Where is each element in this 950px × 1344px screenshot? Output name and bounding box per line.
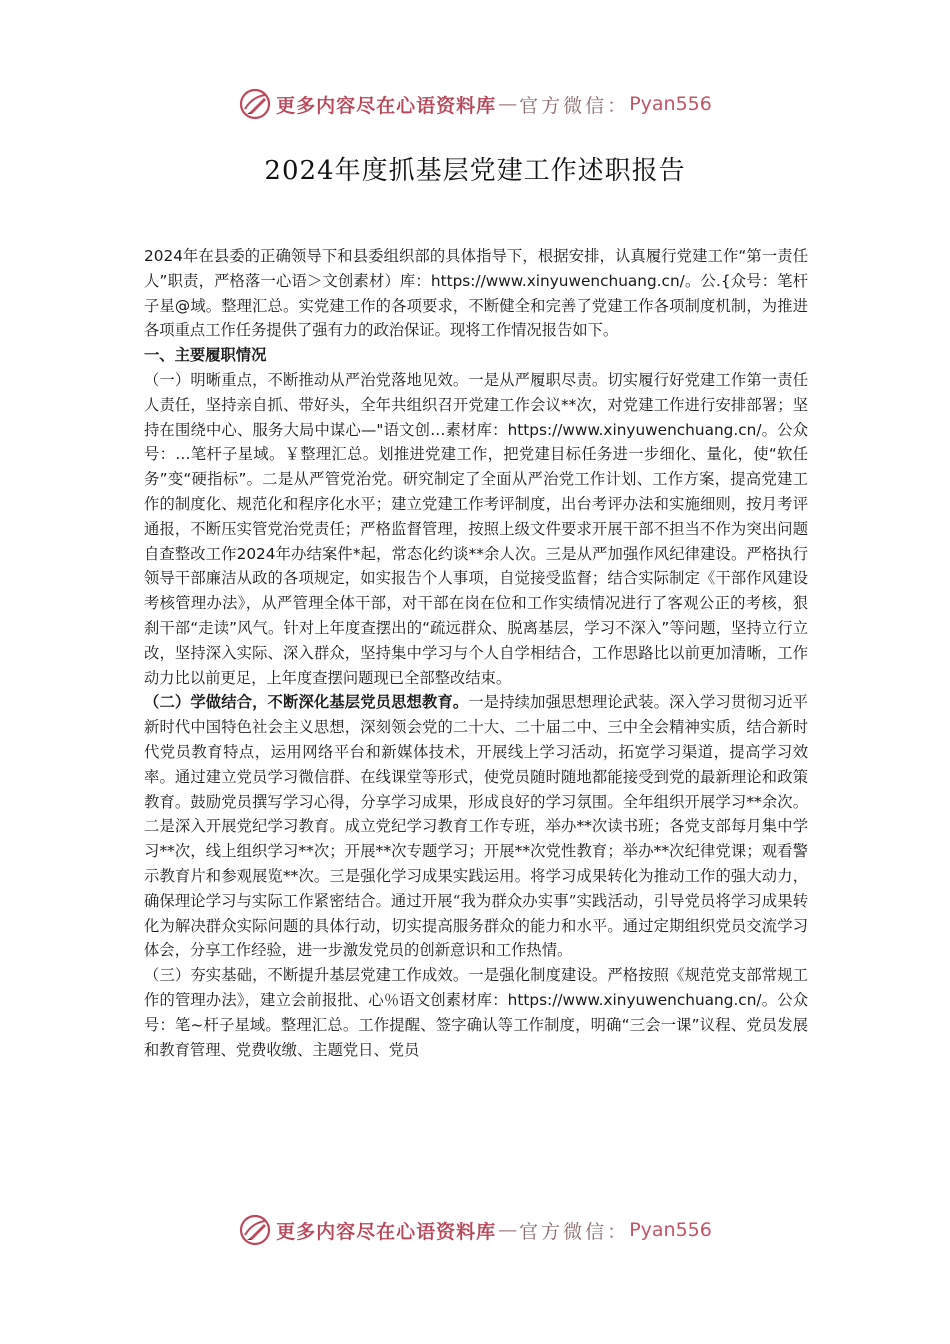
watermark-text: 更多内容尽在心语资料库: [276, 1220, 497, 1243]
watermark-wechat-id: Pyan556: [629, 1219, 712, 1241]
section-heading: 一、主要履职情况: [144, 346, 267, 365]
paragraph-3: （三）夯实基础，不断提升基层党建工作成效。一是强化制度建设。严格按照《规范党支部常规工作的管理办法》，建立会前报批、心％语文创素材库：https://www.xinyuwenchuang.cn/。公众号：笔~杆子星域。整理汇总。工作提醒、签字确认等工作制度，明确“三会一课”议程、党员发展和教育管理、党费收缴、主题党日、党员: [144, 966, 808, 1059]
watermark-footer: [0, 1210, 950, 1250]
paragraph-2-body: 一是持续加强思想理论武装。深入学习贯彻习近平新时代中国特色社会主义思想，深刻领会党的二十大、二十届二中、三中全会精神实质，结合新时代党员教育特点，运用网络平台和新媒体技术，开展线上学习活动，拓宽学习渠道，提高学习效率。通过建立党员学习微信群、在线课堂等形式，使党员随时随地都能接受到党的最新理论和政策教育。鼓励党员撰写学习心得，分享学习成果，形成良好的学习氛围。全年组织开展学习**余次。二是深入开展党纪学习教育。成立党纪学习教育工作专班，举办**次读书班；各党支部每月集中学习**次，线上组织学习**次；开展**次专题学习；开展**次党性教育；举办**次纪律党课；观看警示教育片和参观展览**次。三是强化学习成果实践运用。将学习成果转化为推动工作的强大动力，确保理论学习与实际工作紧密结合。通过开展“我为群众办实事”实践活动，引导党员将学习成果转化为解决群众实际问题的具体行动，切实提高服务群众的能力和水平。通过定期组织党员交流学习体会，分享工作经验，进一步激发党员的创新意识和工作热情。: [144, 693, 808, 960]
watermark-separator: —: [498, 93, 518, 115]
watermark-text: 更多内容尽在心语资料库: [276, 94, 497, 117]
paragraph-1: （一）明晰重点，不断推动从严治党落地见效。一是从严履职尽责。切实履行好党建工作第一责任人责任，坚持亲自抓、带好头，全年共组织召开党建工作会议**次，对党建工作进行安排部署；坚持在围绕中心、服务大局中谋心—"语文创…素材库：https://www.xinyuwenchuang.cn/。公众号：…笔杆子星域。￥整理汇总。划推进党建工作，把党建目标任务进一步细化、量化，使“软任务”变“硬指标”。二是从严管党治党。研究制定了全面从严治党工作计划、工作方案，提高党建工作的制度化、规范化和程序化水平；建立党建工作考评制度，出台考评办法和实施细则，按月考评通报，不断压实管党治党责任；严格监督管理，按照上级文件要求开展干部不担当不作为突出问题自查整改工作2024年办结案件*起，常态化约谈**余人次。三是从严加强作风纪律建设。严格执行领导干部廉洁从政的各项规定，如实报告个人事项，自觉接受监督；结合实际制定《干部作风建设考核管理办法》，从严管理全体干部，对干部在岗在位和工作实绩情况进行了客观公正的考核，狠刹干部“走读”风气。针对上年度查摆出的“疏远群众、脱离基层，学习不深入”等问题，坚持立行立改，坚持深入实际、深入群众，坚持集中学习与个人自学相结合，工作思路比以前更加清晰，工作动力比以前更足，上年度查摆问题现已全部整改结束。: [144, 370, 808, 687]
pen-logo-icon: [238, 1213, 272, 1247]
watermark-header: [0, 84, 950, 124]
pen-logo-icon: [238, 87, 272, 121]
document-body: [144, 244, 808, 1062]
watermark-separator: —: [498, 1219, 518, 1241]
document-title: 2024年度抓基层党建工作述职报告: [264, 156, 686, 186]
watermark-wechat-label: 官方微信：: [519, 94, 630, 117]
paragraph-2-heading: （二）学做结合，不断深化基层党员思想教育。: [144, 693, 469, 712]
watermark-wechat-id: Pyan556: [629, 93, 712, 115]
paragraph-2: [144, 690, 808, 963]
watermark-wechat-label: 官方微信：: [519, 1220, 630, 1243]
intro-paragraph: 2024年在县委的正确领导下和县委组织部的具体指导下，根据安排，认真履行党建工作“第一责任人”职责，严格落一心语＞文创素材）库：https://www.xinyuwenchuang.cn/。公.{众号：笔杆子星@域。整理汇总。实党建工作的各项要求，不断健全和完善了党建工作各项制度机制，为推进各项重点工作任务提供了强有力的政治保证。现将工作情况报告如下。: [144, 247, 808, 340]
